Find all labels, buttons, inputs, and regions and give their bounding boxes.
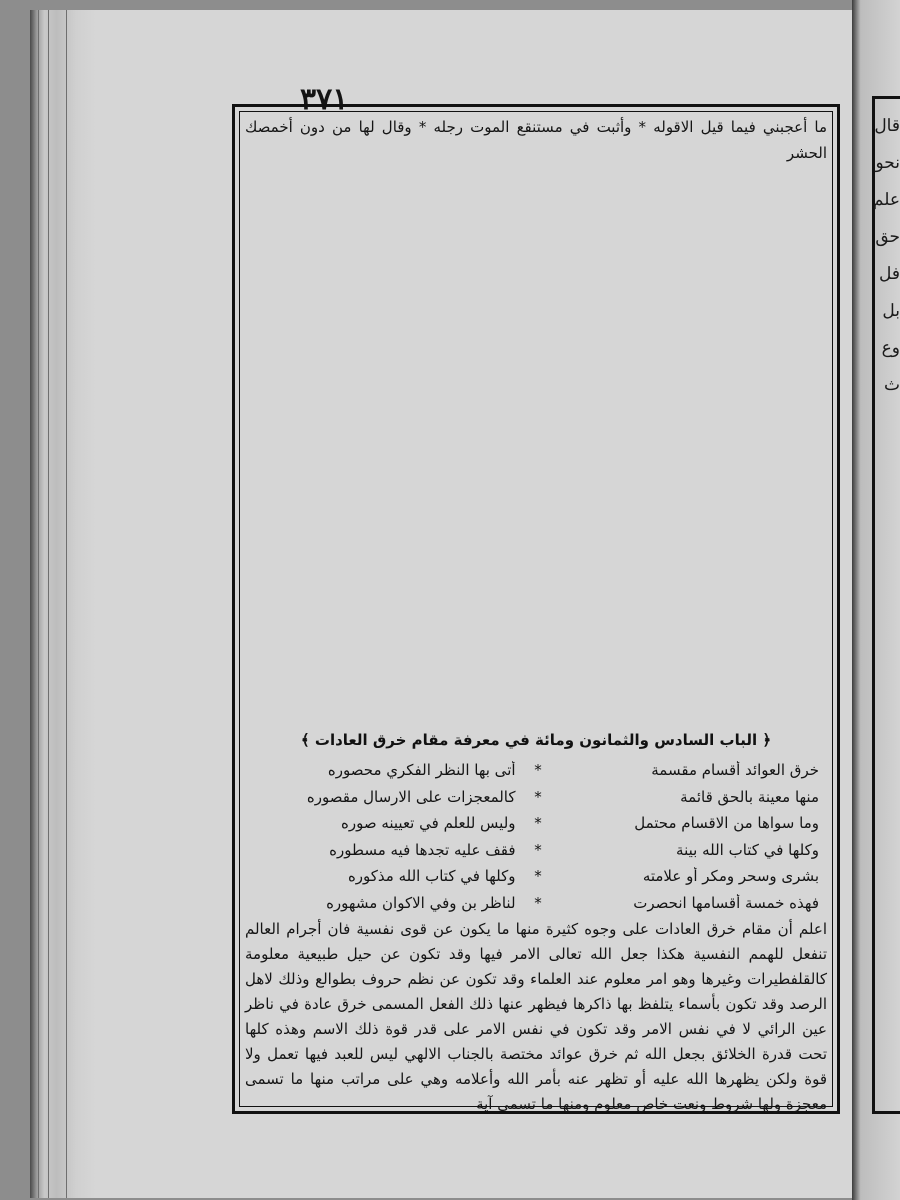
verse-second-hemistich: وكلها في كتاب الله مذكوره xyxy=(347,867,516,886)
verse-separator-star: * xyxy=(534,761,542,780)
main-text-paragraph: ما أعجبني فيما قيل الاقوله * وأثبت في مستنقع الموت رجله * وقال لها من دون أخمصك الحشر xyxy=(245,118,827,162)
poem-verse xyxy=(257,863,819,890)
verse-first-hemistich: خرق العوائد أقسام مقسمة xyxy=(651,761,819,780)
verse-separator-star: * xyxy=(534,893,542,912)
verse-separator-star: * xyxy=(534,867,542,886)
spine-line xyxy=(66,10,67,1198)
closing-paragraph: اعلم أن مقام خرق العادات على وجوه كثيرة منها ما يكون عن قوى نفسية فان أجرام العالم تنفعل للهمم النفسية هكذا جعل الله تعالى الامر فيها وقد تكون عن حيل طبيعية معلومة كالقلفطيرات وغيرها وهو امر معلوم عند العلماء وقد تكون عن نظم حروف بطوالع وذلك لاهل الرصد وقد تكون بأسماء يتلفظ بها ذاكرها فيظهر عنها ذلك الفعل المسمى خرق عادة في ناظر عين الرائي لا في نفس الامر وقد تكون في نفس الامر على قدر قوة ذلك الاسم وهذه كلها تحت قدرة الخلائق بجعل الله ثم خرق عوائد مختصة بالجناب الالهي ليس للعبد فيها تعمل ولا قوة ولكن يظهرها الله عليه أو تظهر عنه بأمر الله وأعلامه وهي على مراتب منها ما تسمى معجزة ولها شروط ونعت خاص معلوم ومنها ما تسمى آية xyxy=(245,920,827,1113)
poem-verse xyxy=(257,890,819,917)
text-frame xyxy=(232,104,840,1114)
adjacent-page-text: قال نحو علم حق فل بل وع ث xyxy=(872,116,900,395)
poem-verse xyxy=(257,757,819,784)
verse-separator-star: * xyxy=(534,840,542,859)
verse-first-hemistich: فهذه خمسة أقسامها انحصرت xyxy=(633,893,819,912)
spine-line xyxy=(38,10,39,1198)
adjacent-page-edge xyxy=(852,0,900,1200)
poem-verse xyxy=(257,837,819,864)
verse-second-hemistich: فقف عليه تجدها فيه مسطوره xyxy=(329,840,516,859)
verse-second-hemistich: لناظر بن وفي الاكوان مشهوره xyxy=(326,893,516,912)
poem xyxy=(257,757,819,916)
verse-first-hemistich: بشرى وسحر ومكر أو علامته xyxy=(642,867,819,886)
verse-first-hemistich: وما سواها من الاقسام محتمل xyxy=(634,814,819,833)
verse-first-hemistich: منها معينة بالحق قائمة xyxy=(680,787,819,806)
verse-separator-star: * xyxy=(534,787,542,806)
poem-verse xyxy=(257,784,819,811)
verse-first-hemistich: وكلها في كتاب الله بينة xyxy=(676,840,819,859)
poem-verse xyxy=(257,810,819,837)
page-number: ٣٧١ xyxy=(300,82,349,117)
book-binding-gutter xyxy=(30,10,96,1198)
verse-second-hemistich: وليس للعلم في تعيينه صوره xyxy=(340,814,516,833)
verse-separator-star: * xyxy=(534,814,542,833)
verse-second-hemistich: أتى بها النظر الفكري محصوره xyxy=(327,761,516,780)
chapter-heading: ﴿ الباب السادس والثمانون ومائة في معرفة مقام خرق العادات ﴾ xyxy=(300,731,772,749)
verse-second-hemistich: كالمعجزات على الارسال مقصوره xyxy=(306,787,516,806)
spine-line xyxy=(48,10,49,1198)
